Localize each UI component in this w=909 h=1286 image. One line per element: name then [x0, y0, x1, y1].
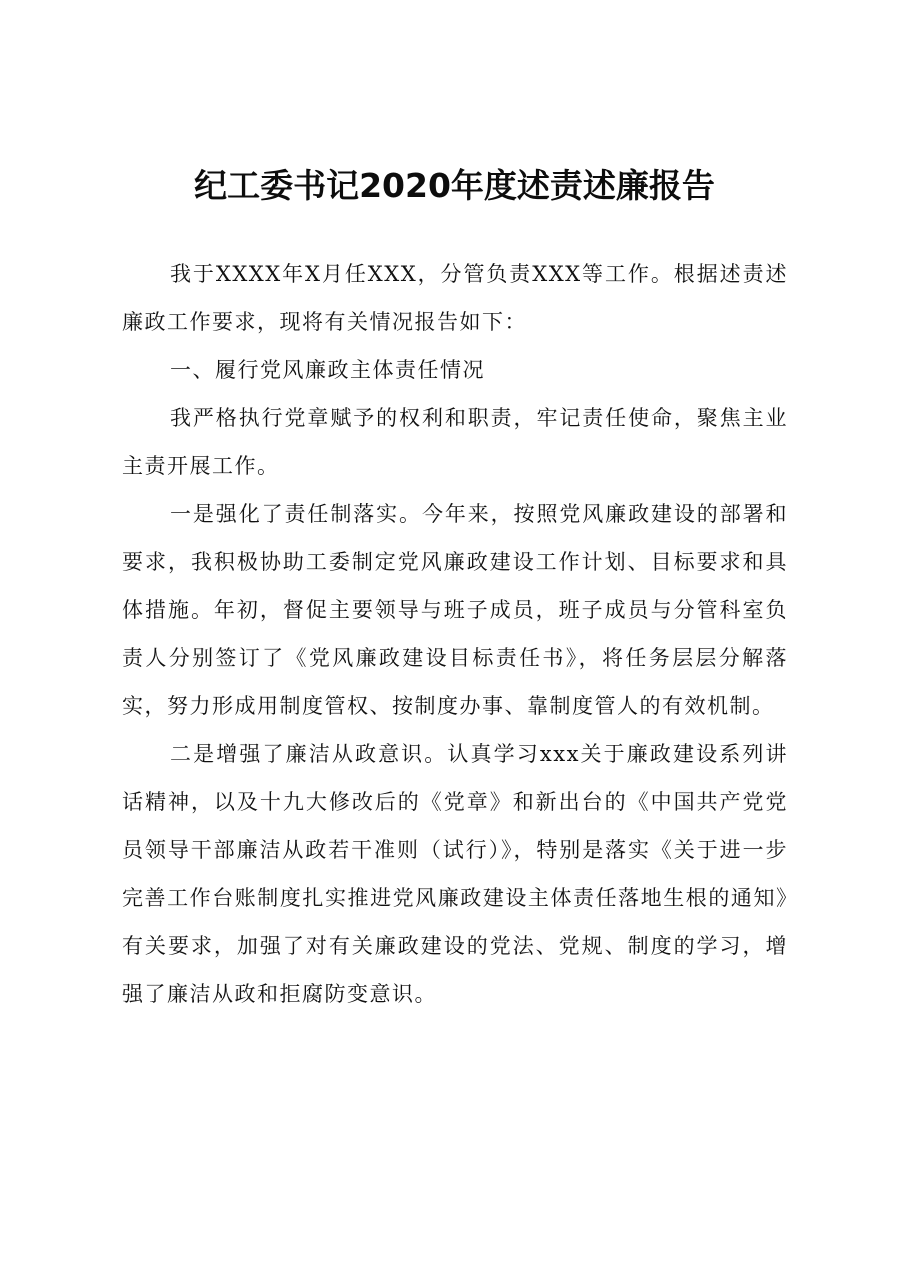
- document-body: [122, 250, 788, 1018]
- paragraph-section-heading: 一、履行党风廉政主体责任情况: [170, 358, 485, 382]
- paragraph-responsibility: 一是强化了责任制落实。今年来，按照党风廉政建设的部署和要求，我积极协助工委制定党风廉政建设工作计划、目标要求和具体措施。年初，督促主要领导与班子成员，班子成员与分管科室负责人分别签订了《党风廉政建设目标责任书》，将任务层层分解落实，努力形成用制度管权、按制度办事、靠制度管人的有效机制。: [122, 502, 788, 718]
- document-title: 纪工委书记2020年度述责述廉报告: [194, 166, 715, 205]
- paragraph-integrity: 二是增强了廉洁从政意识。认真学习xxx关于廉政建设系列讲话精神，以及十九大修改后的《党章》和新出台的《中国共产党党员领导干部廉洁从政若干准则（试行）》，特别是落实《关于进一步完善工作台账制度扎实推进党风廉政建设主体责任落地生根的通知》有关要求，加强了对有关廉政建设的党法、党规、制度的学习，增强了廉洁从政和拒腐防变意识。: [122, 742, 788, 1006]
- paragraph-duty: 我严格执行党章赋予的权利和职责，牢记责任使命，聚焦主业主责开展工作。: [122, 406, 788, 478]
- paragraph-intro: 我于XXXX年X月任XXX，分管负责XXX等工作。根据述责述廉政工作要求，现将有关情况报告如下：: [122, 262, 788, 334]
